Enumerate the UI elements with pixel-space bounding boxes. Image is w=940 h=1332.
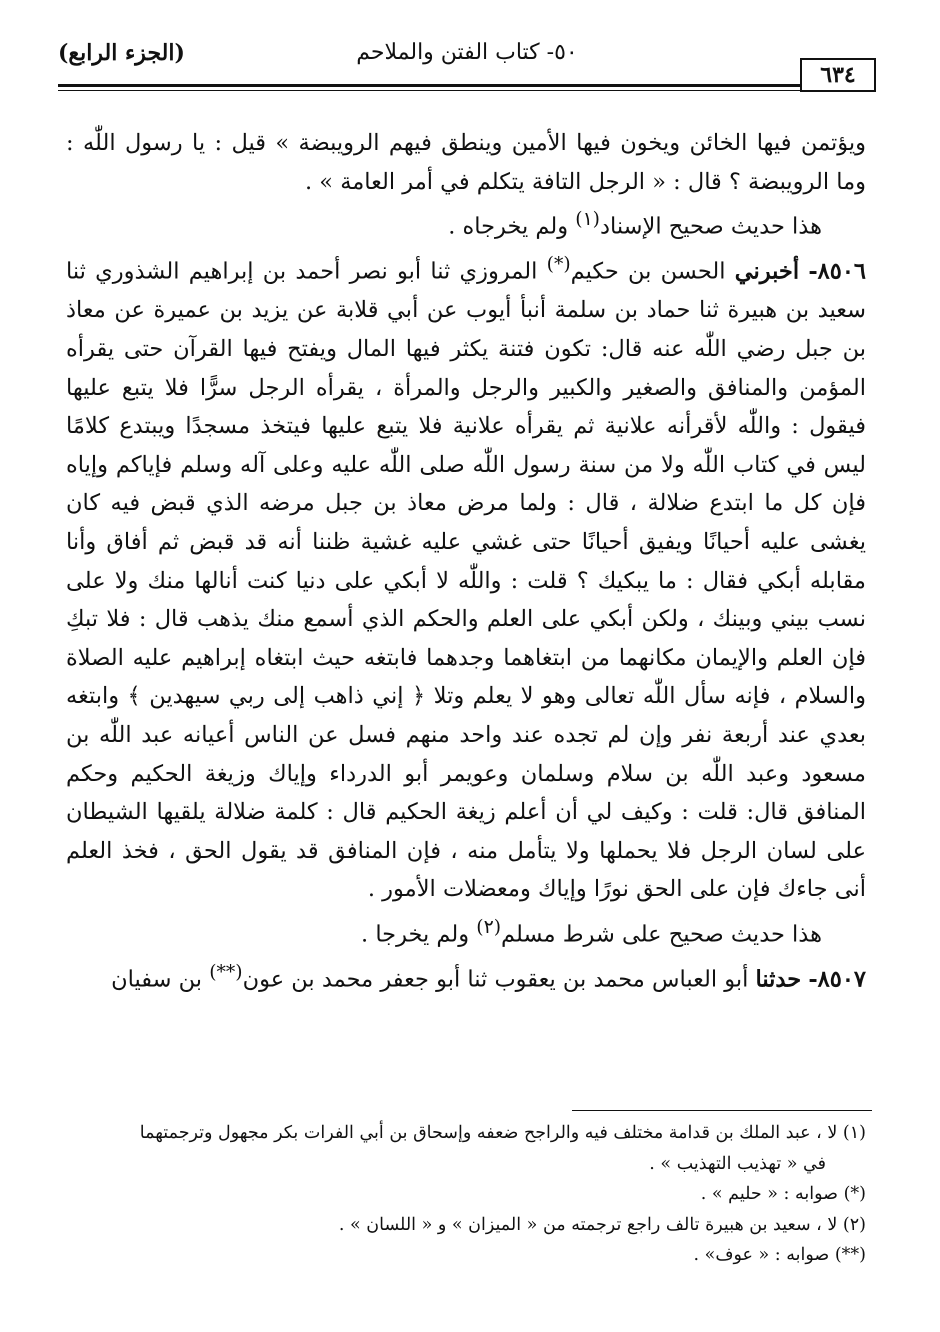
continuation-paragraph: ويؤتمن فيها الخائن ويخون فيها الأمين وينطق فيهم الرويبضة » قيل : يا رسول اللّٰه : وما الرويبضة ؟ قال : « الرجل التافة يتكلم في أمر العامة » . <box>66 130 866 195</box>
hadith-number: ٨٥٠٧- <box>808 966 866 993</box>
hadith-lead-word: أخبرني <box>734 258 800 285</box>
hadith-text-start: الحسن بن حكيم <box>570 258 735 285</box>
chapter-title: ٥٠- كتاب الفتن والملاحم <box>356 40 578 65</box>
footnote-double-star: (**) صوابه : « عوف» . <box>693 1245 866 1265</box>
hadith-lead-word: حدثنا <box>755 966 802 993</box>
grading-text: هذا حديث صحيح الإسناد <box>599 213 822 240</box>
footnote-ref-2: (٢) <box>476 916 502 938</box>
footnote-ref-star: (*) <box>546 254 571 276</box>
grading-paragraph-1 <box>66 201 866 246</box>
running-header <box>58 38 876 98</box>
grading-text: هذا حديث صحيح على شرط مسلم <box>501 921 822 948</box>
hadith-text-start: أبو العباس محمد بن يعقوب ثنا أبو جعفر محمد بن عون <box>242 966 756 993</box>
footnote-2: (٢) لا ، سعيد بن هبيرة تالف راجع ترجمته من « الميزان » و « اللسان » . <box>338 1214 866 1235</box>
footnote-ref-double-star: (**) <box>209 961 243 983</box>
footnote-separator <box>572 1110 872 1111</box>
footnote-star: (*) صوابه : « حليم » . <box>700 1184 866 1204</box>
volume-label: (الجزء الرابع) <box>58 40 185 66</box>
hadith-8506 <box>66 246 866 909</box>
footnote-ref-1: (١) <box>575 209 600 231</box>
main-text <box>66 124 866 999</box>
hadith-number: ٨٥٠٦- <box>808 258 867 285</box>
footnotes <box>66 1118 866 1271</box>
footnote-1: (١) لا ، عبد الملك بن قدامة مختلف فيه والراجح ضعفه وإسحاق بن أبي الفرات بكر مجهول وترجمتهما <box>139 1123 866 1143</box>
grading-text-end: ولم يخرجاه . <box>448 213 576 240</box>
header-rule <box>58 84 802 91</box>
hadith-8507 <box>66 954 866 999</box>
footnote-1-continuation: في « تهذيب التهذيب » . <box>649 1153 826 1174</box>
grading-text-end: ولم يخرجا . <box>361 921 477 948</box>
hadith-text: المروزي ثنا أبو نصر أحمد بن إبراهيم الشذوري ثنا سعيد بن هبيرة ثنا حماد بن سلمة أنبأ أيوب عن أبي قلابة عن يزيد بن عميرة عن معاذ بن جبل رضي اللّٰه عنه قال: تكون فتنة يكثر فيها المال ويفتح فيها القرآن حتى يقرأه المؤمن والمنافق والصغير والكبير والرجل والمرأة ، يقرأه الرجل سرًّا فلا يتبع عليها فيقول : واللّٰه لأقرأنه علانية ثم يقرأه علانية فلا يتبع عليها فيتخذ مسجدًا ويبتدع كلامًا ليس في كتاب اللّٰه ولا من سنة رسول اللّٰه صلى اللّٰه عليه وعلى آله وسلم فإياكم وإياه فإن كل ما ابتدع ضلالة ، قال : ولما مرض معاذ بن جبل مرضه الذي قبض فيه كان يغشى عليه أحيانًا ويفيق أحيانًا حتى غشي عليه غشية ظننا أنه قد قبض ثم أفاق وأنا مقابله أبكي فقال : ما يبكيك ؟ قلت : واللّٰه لا أبكي على دنيا كنت أنالها منك ولا على نسب بيني وبينك ، ولكن أبكي على العلم والحكم الذي أسمع منك يذهب قال : فلا تبكِ فإن العلم والإيمان مكانهما من ابتغاهما وجدهما فابتغه حيث ابتغاه إبراهيم عليه الصلاة والسلام ، فإنه سأل اللّٰه تعالى وهو لا يعلم وتلا ﴿ إني ذاهب إلى ربي سيهدين ﴾ وابتغه بعدي عند أربعة نفر وإن لم تجده عند واحد منهم فسل عن الناس أعيانه عبد اللّٰه بن مسعود وعبد اللّٰه بن سلام وسلمان وعويمر أبو الدرداء وإياك وزيغة الحكيم وحكم المنافق قال: قلت : وكيف لي أن أعلم زيغة الحكيم قال : كلمة ضلالة يلقيها الشيطان على لسان الرجل فلا يحملها ولا يتأمل منه ، فإن المنافق قد يقول الحق ، فخذ العلم أنى جاءك فإن على الحق نورًا وإياك ومعضلات الأمور . <box>66 258 866 903</box>
page-number: ٦٣٤ <box>800 58 876 92</box>
grading-paragraph-2 <box>66 909 866 954</box>
hadith-text: بن سفيان <box>111 966 210 993</box>
